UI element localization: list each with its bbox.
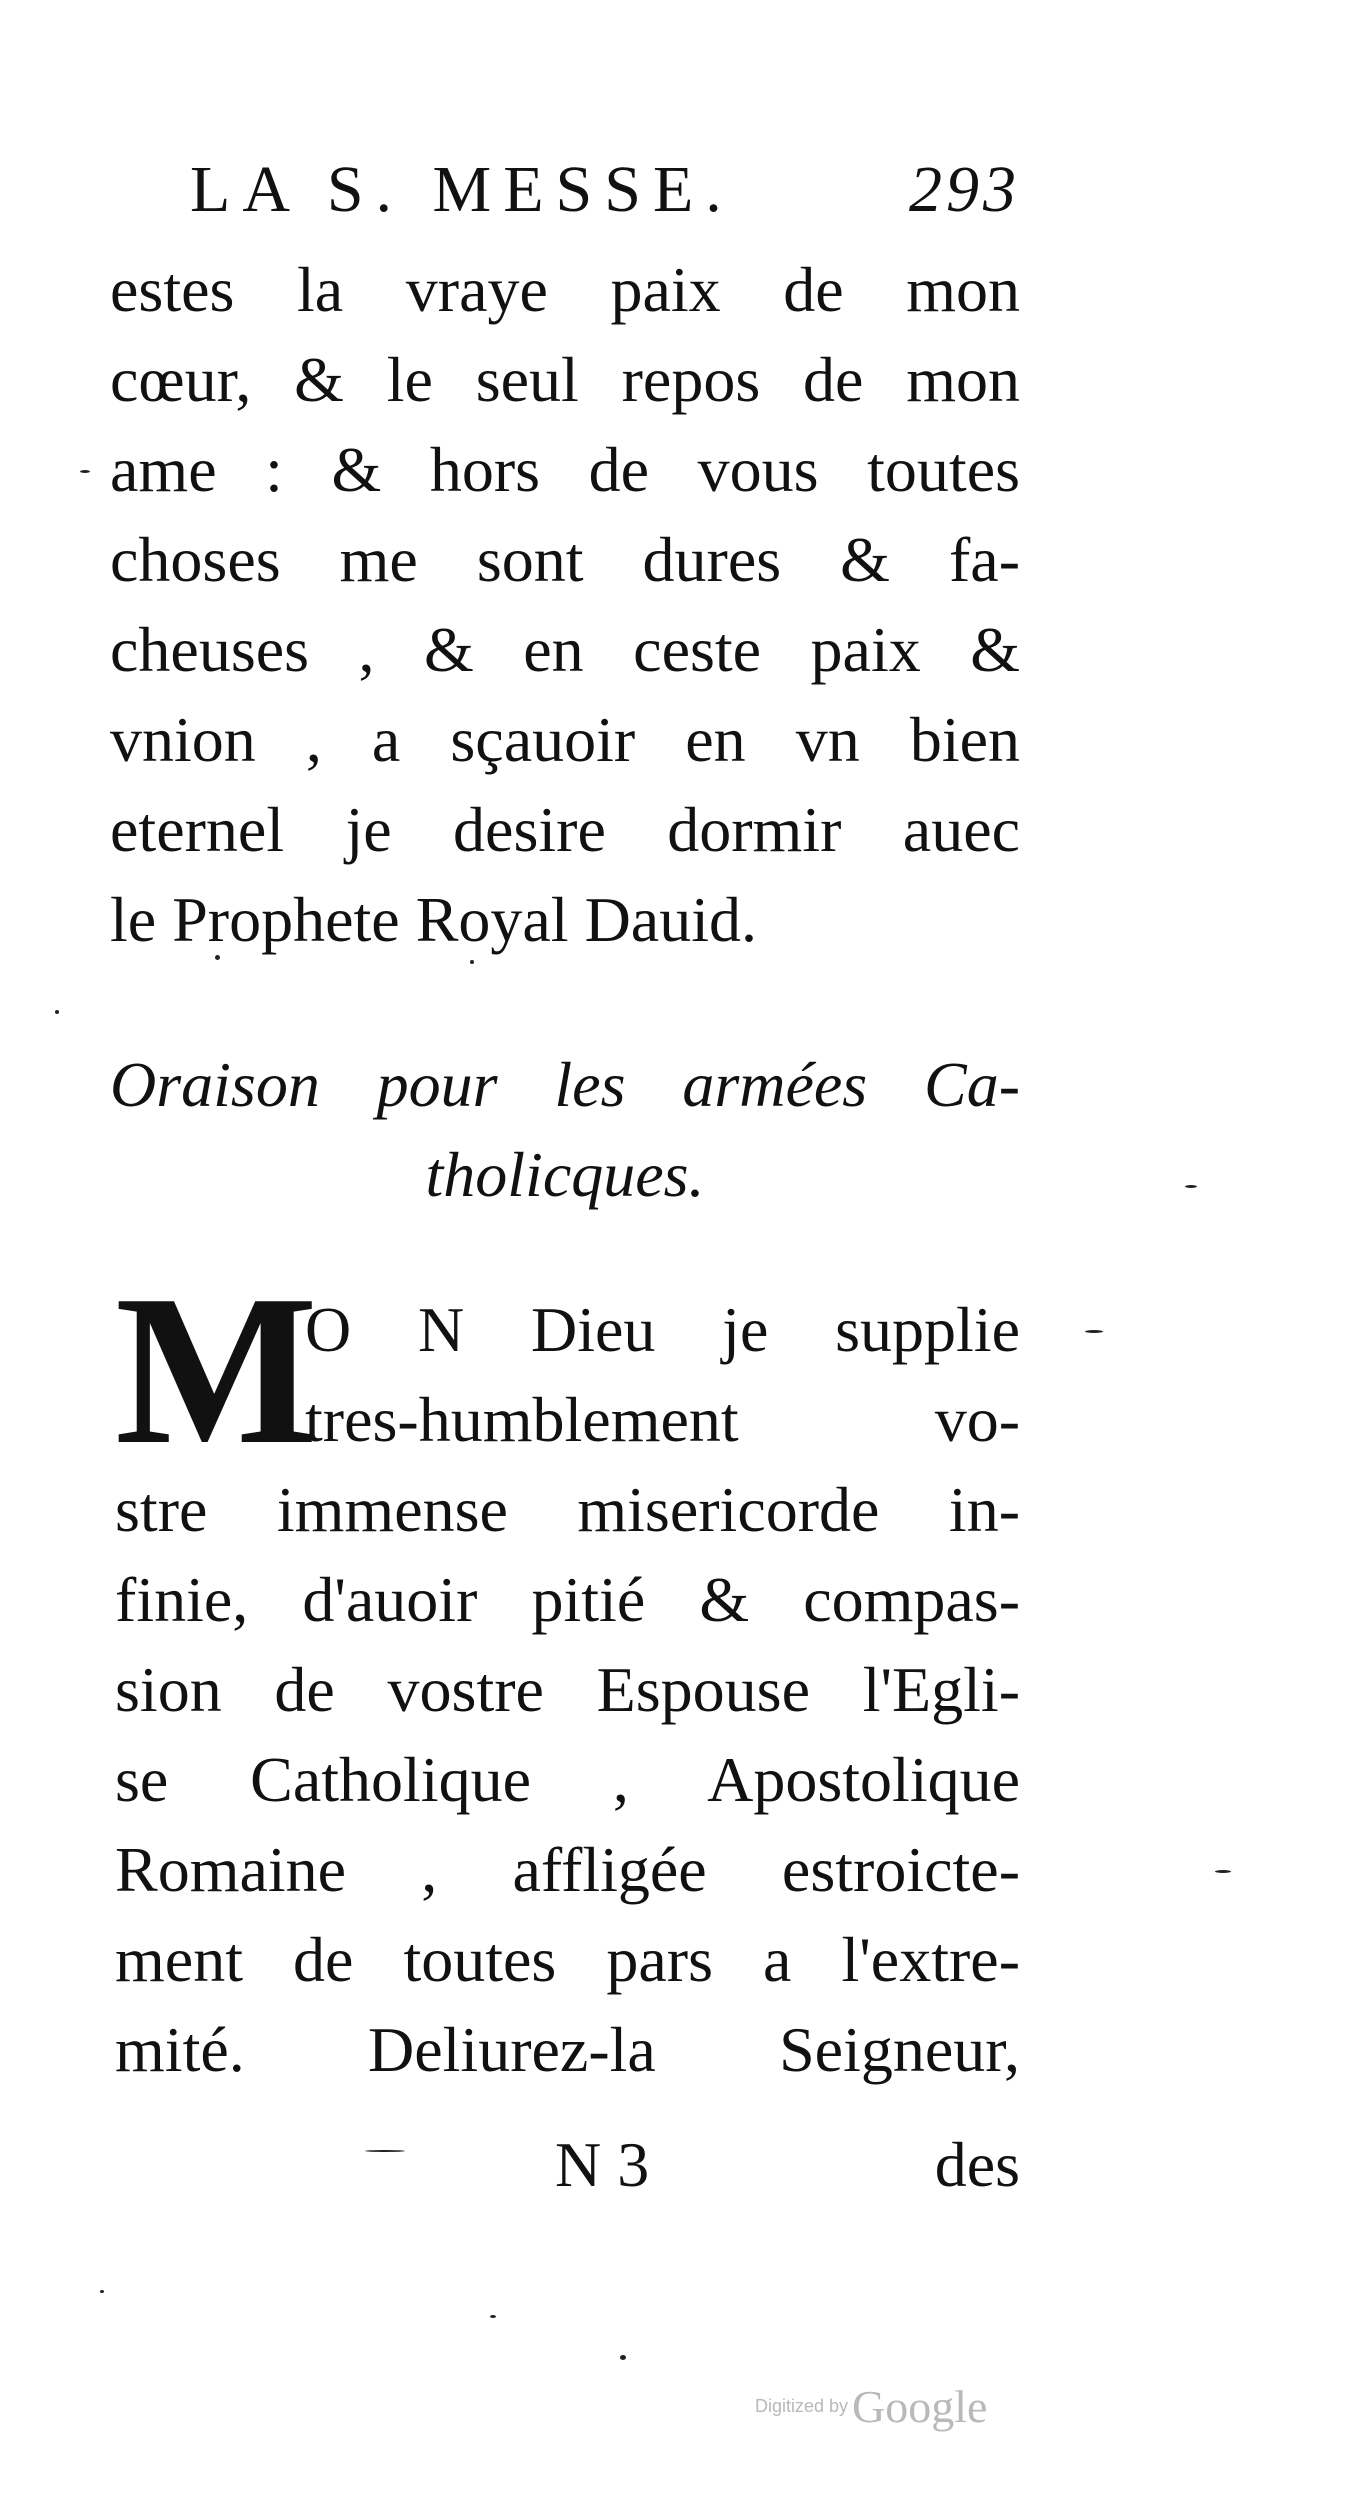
running-head <box>190 150 1020 230</box>
ink-speck <box>80 470 90 473</box>
ink-speck <box>470 960 474 964</box>
ink-speck <box>55 1010 59 1014</box>
ink-speck <box>1085 1330 1103 1333</box>
watermark-logo: Google <box>852 2381 988 2432</box>
page-number: 293 <box>909 153 1020 226</box>
ink-speck <box>1215 1870 1231 1873</box>
text-line: vnion , a sçauoir en vn bien <box>110 704 1020 775</box>
text-line: tres-humblement vo- <box>305 1384 1020 1455</box>
text-line: mité. Deliurez-la Seigneur, <box>115 2014 1020 2085</box>
ink-speck <box>365 2150 405 2152</box>
text-line: choses me sont dures & fa- <box>110 524 1020 595</box>
ink-speck <box>215 955 220 960</box>
text-line: O N Dieu je supplie <box>305 1294 1020 1365</box>
watermark-prefix: Digitized by <box>755 2396 849 2416</box>
text-line: cheuses , & en ceste paix & <box>110 614 1020 685</box>
text-line: cœur, & le seul repos de mon <box>110 344 1020 415</box>
text-line: Romaine , affligée estroicte- <box>115 1834 1020 1905</box>
text-line: estes la vraye paix de mon <box>110 254 1020 325</box>
text-line: sion de vostre Espouse l'Egli- <box>115 1654 1020 1725</box>
prayer-paragraph <box>115 1250 1020 2185</box>
drop-cap: M <box>115 1250 314 1489</box>
body-paragraph <box>110 245 1020 965</box>
section-heading <box>110 1040 1020 1220</box>
text-line: ment de toutes pars a l'extre- <box>115 1924 1020 1995</box>
text-line: se Catholique , Apostolique <box>115 1744 1020 1815</box>
page-footer <box>110 2120 1020 2210</box>
signature-mark: N 3 <box>555 2129 650 2200</box>
text-line: stre immense misericorde in- <box>115 1474 1020 1545</box>
heading-line: Oraison pour les armées Ca- <box>110 1049 1020 1120</box>
ink-speck <box>490 2315 496 2318</box>
heading-line: tholicques. <box>425 1139 705 1210</box>
text-line: le Prophete Royal Dauid. <box>110 884 757 955</box>
ink-speck <box>620 2355 626 2360</box>
catchword: des <box>934 2129 1020 2200</box>
text-line: eternel je desire dormir auec <box>110 794 1020 865</box>
ink-speck <box>1185 1185 1197 1188</box>
ink-speck <box>100 2290 104 2293</box>
text-line: finie, d'auoir pitié & compas- <box>115 1564 1020 1635</box>
digitization-watermark <box>755 2380 1045 2440</box>
text-line: ame : & hors de vous toutes <box>110 434 1020 505</box>
running-title: LA S. MESSE. <box>190 153 734 226</box>
